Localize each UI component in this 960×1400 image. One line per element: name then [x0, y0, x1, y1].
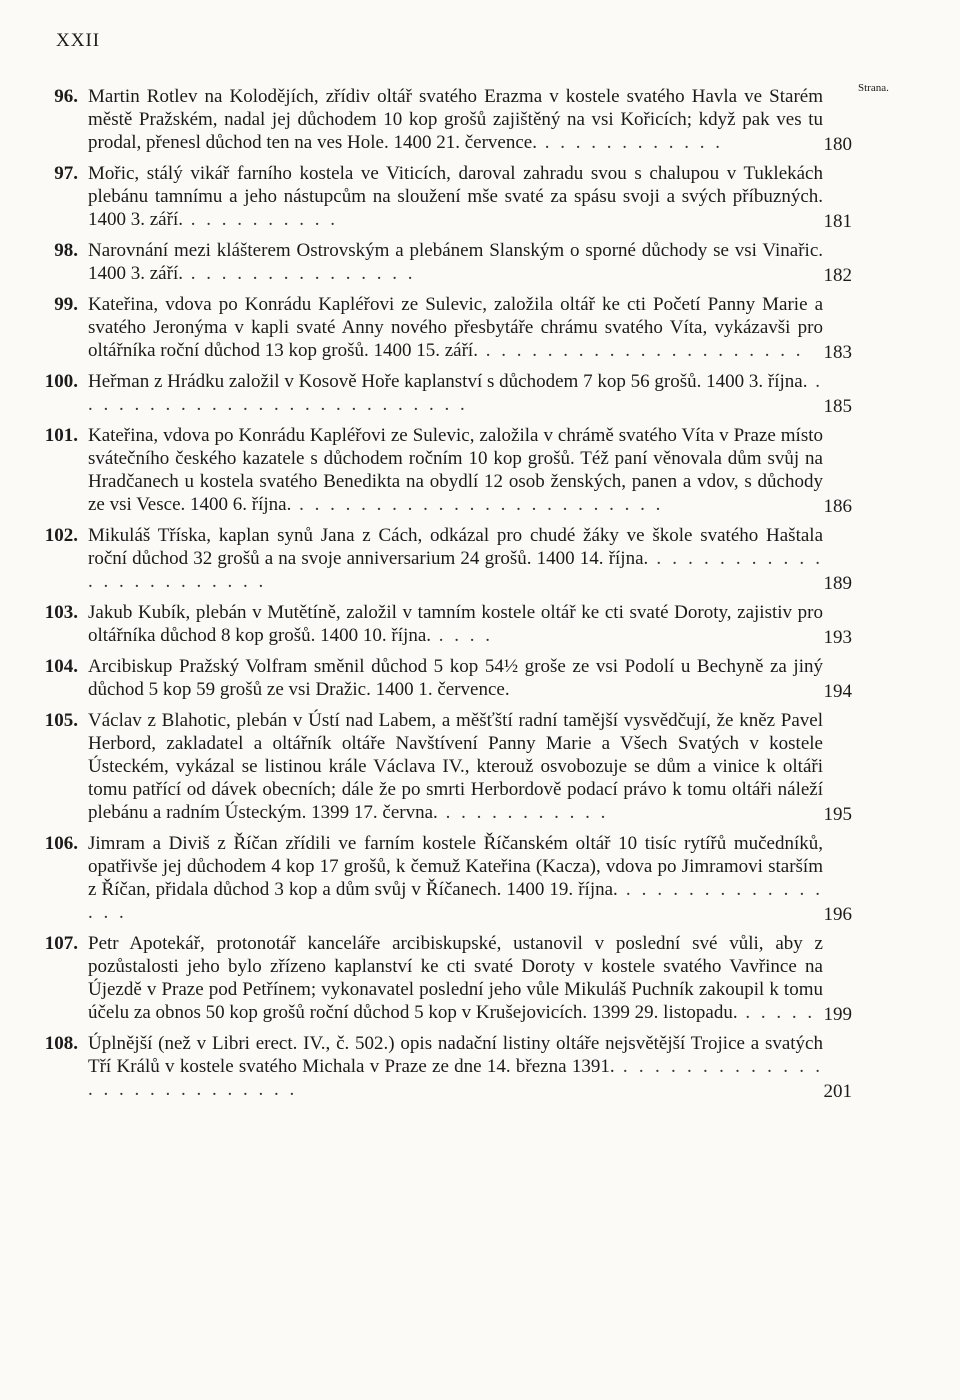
- entry-page-number: 186: [823, 496, 852, 517]
- entry-page-number: 183: [823, 342, 852, 363]
- entry-text: Mořic, stálý vikář farního kostela ve Viticích, daroval zahradu svou s chalupou v Tuklekách plebánu tamnímu a jeho nástupcům na sloužení mše svaté za spásu svoji a svých příbuzných. 1400 3. září.: [88, 163, 823, 230]
- list-item: 96. Martin Rotlev na Kolodějích, zřídiv oltář svatého Erazma v kostele svatého Havla ve Starém městě Pražském, nadal jej důchodem 10 kop grošů zajištěný na vsi Kořicích; když pak ves tu prodal, přenesl důchod ten na ves Hole. 1400 21. července. . . . . . . . . . . . . 180: [0, 85, 960, 154]
- entry-number: 99.: [54, 294, 78, 315]
- entries-list: [0, 85, 960, 1109]
- entry-page-number: 181: [823, 211, 852, 232]
- entry-text: Kateřina, vdova po Konrádu Kapléřovi ze Sulevic, založila oltář ke cti Početí Panny Marie a svatého Jeronýma v kapli svaté Anny nového přesbytáře chrámu svatého Víta, vykázavši pro oltářníka roční důchod 13 kop grošů. 1400 15. září.: [88, 294, 823, 361]
- entry-text: Jimram a Diviš z Říčan zřídili ve farním kostele Říčanském oltář 10 tisíc rytířů mučedníků, opatřivše jej důchodem 4 kop 17 grošů, k čemuž Kateřina (Kacza), vdova po Jimramovi starším z Říčan, přidala důchod 3 kop a dům svůj v Říčanech. 1400 19. října.: [88, 833, 823, 900]
- entry-page-number: 180: [823, 134, 852, 155]
- list-item: 98. Narovnání mezi klášterem Ostrovským a plebánem Slanským o sporné důchody se vsi Vinařic. 1400 3. září. . . . . . . . . . . . . . . . 182: [0, 239, 960, 285]
- entry-text: Petr Apotekář, protonotář kanceláře arcibiskupské, ustanovil v poslední své vůli, aby z pozůstalosti jeho bylo zřízeno kaplanství ke cti svaté Doroty v kostele svatého Vavřince na Újezdě v Praze pod Petřínem; vykonavatel poslední jeho vůle Mikuláš Puchník zakoupil k tomu účelu za obnos 50 kop grošů roční důchod 5 kop v Krušejovicích. 1399 29. listopadu.: [88, 933, 823, 1023]
- entry-page-number: 201: [823, 1081, 852, 1102]
- list-item: 106. Jimram a Diviš z Říčan zřídili ve farním kostele Říčanském oltář 10 tisíc rytířů mučedníků, opatřivše jej důchodem 4 kop 17 grošů, k čemuž Kateřina (Kacza), vdova po Jimramovi starším z Říčan, přidala důchod 3 kop a dům svůj v Říčanech. 1400 19. října. . . . . . . . . . . . . . . . . 196: [0, 832, 960, 924]
- entry-page-number: 195: [823, 804, 852, 825]
- entry-page-number: 194: [823, 681, 852, 702]
- entry-text: Jakub Kubík, plebán v Mutětíně, založil v tamním kostele oltář ke cti svaté Doroty, zajistiv pro oltářníka důchod 8 kop grošů. 1400 10. října.: [88, 602, 823, 646]
- column-header: Strana.: [858, 82, 889, 94]
- entry-number: 100.: [44, 371, 78, 392]
- list-item: 99. Kateřina, vdova po Konrádu Kapléřovi ze Sulevic, založila oltář ke cti Početí Panny Marie a svatého Jeronýma v kapli svaté Anny nového přesbytáře chrámu svatého Víta, vykázavši pro oltářníka roční důchod 13 kop grošů. 1400 15. září. . . . . . . . . . . . . . . . . . . . . . 183: [0, 293, 960, 362]
- entry-text: Heřman z Hrádku založil v Kosově Hoře kaplanství s důchodem 7 kop 56 grošů. 1400 3. října.: [88, 371, 808, 392]
- entry-number: 98.: [54, 240, 78, 261]
- entry-page-number: 199: [823, 1004, 852, 1025]
- entry-number: 104.: [44, 656, 78, 677]
- entry-text: Václav z Blahotic, plebán v Ústí nad Labem, a měšťští radní tamější vysvědčují, že kněz Pavel Herbord, zakladatel a oltářník oltáře Navštívení Panny Marie a Všech Svatých v kostele Ústeckém, vykázal se listinou krále Václava IV., kterouž osvobozuje se dům a vinice k oltáři tomu patřící od dávek obecních; dále že po smrti Herbordově podací právo k tomu oltáři náleží plebánu a radním Ústeckým. 1399 17. června.: [88, 710, 823, 823]
- list-item: 105. Václav z Blahotic, plebán v Ústí nad Labem, a měšťští radní tamější vysvědčují, že kněz Pavel Herbord, zakladatel a oltářník oltáře Navštívení Panny Marie a Všech Svatých v kostele Ústeckém, vykázal se listinou krále Václava IV., kterouž osvobozuje se dům a vinice k oltáři tomu patřící od dávek obecních; dále že po smrti Herbordově podací právo k tomu oltáři náleží plebánu a radním Ústeckým. 1399 17. června. . . . . . . . . . . . 195: [0, 709, 960, 824]
- entry-page-number: 196: [823, 904, 852, 925]
- entry-number: 102.: [44, 525, 78, 546]
- list-item: 108. Úplnější (než v Libri erect. IV., č. 502.) opis nadační listiny oltáře nejsvětější Trojice a svatých Tří Králů v kostele svatého Michala v Praze ze dne 14. března 1391. . . . . . . . . . . . . . . . . . . . . . . . . . . . 201: [0, 1032, 960, 1101]
- entry-number: 105.: [44, 710, 78, 731]
- entry-text: Narovnání mezi klášterem Ostrovským a plebánem Slanským o sporné důchody se vsi Vinařic. 1400 3. září.: [88, 240, 823, 284]
- list-item: [0, 655, 960, 701]
- list-item: 103. Jakub Kubík, plebán v Mutětíně, založil v tamním kostele oltář ke cti svaté Doroty, zajistiv pro oltářníka důchod 8 kop grošů. 1400 10. října. . . . . 193: [0, 601, 960, 647]
- entry-page-number: 193: [823, 627, 852, 648]
- entry-text: Úplnější (než v Libri erect. IV., č. 502.) opis nadační listiny oltáře nejsvětější Trojice a svatých Tří Králů v kostele svatého Michala v Praze ze dne 14. března 1391.: [88, 1033, 823, 1077]
- entry-page-number: 182: [823, 265, 852, 286]
- page-number: XXII: [56, 30, 101, 51]
- entry-number: 96.: [54, 86, 78, 107]
- entry-text: Kateřina, vdova po Konrádu Kapléřovi ze Sulevic, založila v chrámě svatého Víta v Praze místo svátečního českého kazatele s důchodem ročním 10 kop grošů. Též paní věnovala dům svůj na Hradčanech u kostela svatého Benedikta na obydlí 12 osob ženských, panen a vdov, s důchody ze vsi Vesce. 1400 6. října.: [88, 425, 823, 515]
- entry-number: 101.: [44, 425, 78, 446]
- entry-number: 97.: [54, 163, 78, 184]
- entry-page-number: 185: [823, 396, 852, 417]
- list-item: 102. Mikuláš Tříska, kaplan synů Jana z Cách, odkázal pro chudé žáky ve škole svatého Haštala roční důchod 32 grošů a na svoje anniversarium 24 grošů. 1400 14. října. . . . . . . . . . . . . . . . . . . . . . . . 189: [0, 524, 960, 593]
- entry-page-number: 189: [823, 573, 852, 594]
- entry-text: Mikuláš Tříska, kaplan synů Jana z Cách, odkázal pro chudé žáky ve škole svatého Haštala roční důchod 32 grošů a na svoje anniversarium 24 grošů. 1400 14. října.: [88, 525, 823, 569]
- list-item: 101. Kateřina, vdova po Konrádu Kapléřovi ze Sulevic, založila v chrámě svatého Víta v Praze místo svátečního českého kazatele s důchodem ročním 10 kop grošů. Též paní věnovala dům svůj na Hradčanech u kostela svatého Benedikta na obydlí 12 osob ženských, panen a vdov, s důchody ze vsi Vesce. 1400 6. října. . . . . . . . . . . . . . . . . . . . . . . . . 186: [0, 424, 960, 516]
- entry-text: Arcibiskup Pražský Volfram směnil důchod 5 kop 54½ groše ze vsi Podolí u Bechyně za jiný důchod 5 kop 59 grošů ze vsi Dražic. 1400 1. července.: [88, 656, 823, 700]
- entry-number: 106.: [44, 833, 78, 854]
- entry-number: 103.: [44, 602, 78, 623]
- list-item: 100. Heřman z Hrádku založil v Kosově Hoře kaplanství s důchodem 7 kop 56 grošů. 1400 3. října. . . . . . . . . . . . . . . . . . . . . . . . . . . 185: [0, 370, 960, 416]
- entry-number: 107.: [44, 933, 78, 954]
- entry-text: Martin Rotlev na Kolodějích, zřídiv oltář svatého Erazma v kostele svatého Havla ve Starém městě Pražském, nadal jej důchodem 10 kop grošů zajištěný na vsi Kořicích; když pak ves tu prodal, přenesl důchod ten na ves Hole. 1400 21. července.: [88, 86, 823, 153]
- entry-number: 108.: [44, 1033, 78, 1054]
- list-item: 97. Mořic, stálý vikář farního kostela ve Viticích, daroval zahradu svou s chalupou v Tuklekách plebánu tamnímu a jeho nástupcům na sloužení mše svaté za spásu svoji a svých příbuzných. 1400 3. září. . . . . . . . . . . 181: [0, 162, 960, 231]
- list-item: 107. Petr Apotekář, protonotář kanceláře arcibiskupské, ustanovil v poslední své vůli, aby z pozůstalosti jeho bylo zřízeno kaplanství ke cti svaté Doroty v kostele svatého Vavřince na Újezdě v Praze pod Petřínem; vykonavatel poslední jeho vůle Mikuláš Puchník zakoupil k tomu účelu za obnos 50 kop grošů roční důchod 5 kop v Krušejovicích. 1399 29. listopadu. . . . . . 199: [0, 932, 960, 1024]
